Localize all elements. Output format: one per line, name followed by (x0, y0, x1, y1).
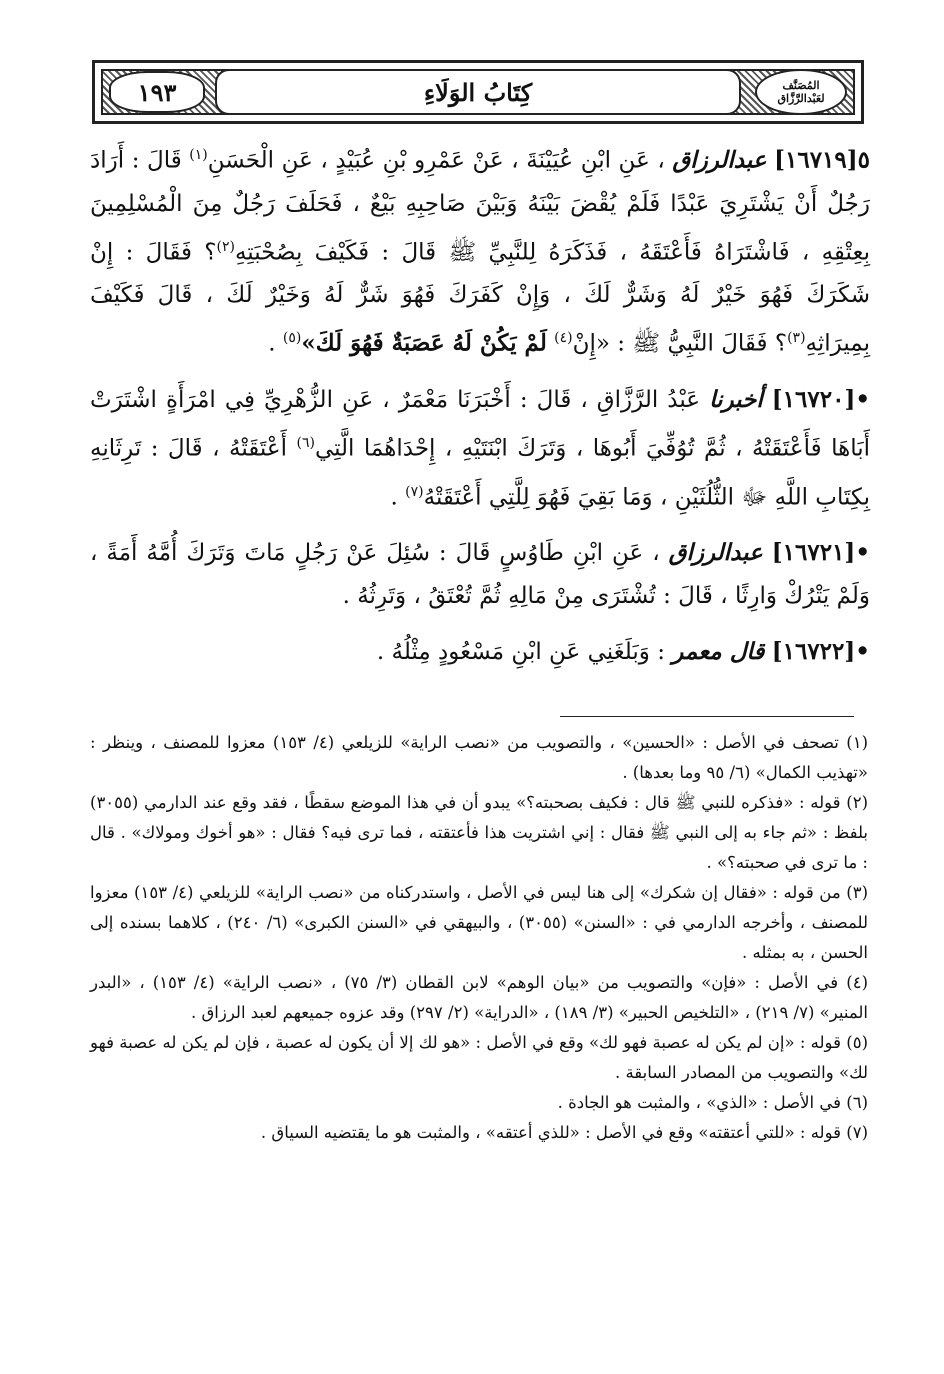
hadith-text: عَبْدُ الرَّزَّاقِ ، قَالَ : أَخْبَرَنَا مَعْمَرٌ ، عَنِ الزُّهْرِيِّ فِي امْرَأَةٍ اشْتَرَتْ أَبَاهَا فَأَعْتَقَتْهُ ، ثُمَّ تُوُفِّيَ أَبُوهَا ، وَتَرَكَ ابْنَتَيْهِ ، إِحْدَاهُمَا الَّتِي (90, 386, 871, 462)
hadith-text: . (268, 330, 276, 357)
page-header (92, 60, 864, 124)
hadith-number: [١٦٧٢١] (771, 539, 856, 567)
book-emblem-logo (755, 69, 847, 115)
page-number: ١٩٣ (109, 71, 205, 113)
footnote-ref: (١) (189, 147, 208, 163)
hadith-16720 (90, 378, 870, 519)
hadith-number: [١٦٧٢٢] (771, 638, 856, 666)
footnote-4: (٤) في الأصل : «فإن» والتصويب من «بيان الوهم» لابن القطان (٣/ ٧٥) ، «نصب الراية» (٤/ ١٥٣) ، «البدر المنير» (٧/ ٢١٩) ، «التلخيص الحبير» (٣/ ١٨٩) ، «الدراية» (٢/ ٢٩٧) وقد عزوه جميعهم لعبد الرزاق . (90, 973, 868, 1022)
hadith-marker: • (855, 539, 871, 567)
hadith-marker: • (855, 385, 871, 413)
emblem-line-1: المُصَنَّف (782, 79, 820, 92)
footnote-divider (560, 716, 854, 717)
hadith-number: [١٦٧١٩] (774, 146, 858, 174)
footnote-ref: (٧) (405, 483, 424, 500)
footnote-2: (٢) قوله : «فذكره للنبي ﷺ قال : فكيف بصحبته؟» يبدو أن في هذا الموضع سقطًا ، فقد وقع عند الدارمي (٣٠٥٥) بلفظ : «ثم جاء به إلى النبي ﷺ فقال : إني اشتريت هذا فأعتقته ، فما ترى فيه؟ فقال : «هو أخوك ومولاك» . قال : ما ترى في صحبته؟» . (90, 793, 868, 872)
footnote-ref: (٣) (787, 330, 806, 347)
hadith-number: [١٦٧٢٠] (771, 385, 856, 413)
footnote-6: (٦) في الأصل : «الذي» ، والمثبت هو الجادة . (557, 1093, 868, 1112)
footnote-7: (٧) قوله : «للتي أعتقته» وقع في الأصل : «للذي أعتقه» ، والمثبت هو ما يقتضيه السياق . (260, 1123, 868, 1142)
hadith-text: أَعْتَقَتْهُ ، قَالَ : تَرِثَانِهِ بِكِتَابِ اللَّهِ ﷻ الثُّلُثَيْنِ ، وَمَا بَقِيَ فَهُوَ لِلَّتِي أَعْتَقَتْهُ (90, 435, 870, 511)
hadith-author: عبدالرزاق (668, 539, 763, 567)
chapter-title: كِتَابُ الوَلَاءِ (423, 77, 533, 107)
hadith-text: ؟ فَقَالَ : إِنْ شَكَرَكَ فَهُوَ خَيْرٌ لَهُ وَشَرٌّ لَكَ ، وَإِنْ كَفَرَكَ فَهُوَ شَرٌّ لَهُ وَخَيْرٌ لَكَ ، قَالَ فَكَيْفَ بِمِيرَاثِهِ (90, 239, 870, 357)
chapter-title-frame (215, 69, 741, 115)
hadith-text: ، عَنِ ابْنِ طَاوُسٍ قَالَ : سُئِلَ عَنْ رَجُلٍ مَاتَ وَتَرَكَ أُمَّهُ أَمَةً ، وَلَمْ يَتْرُكْ وَارِثًا ، قَالَ : تُشْتَرَى مِنْ مَالِهِ ثُمَّ تُعْتَقُ ، وَتَرِثُهُ . (90, 540, 870, 610)
hadith-text: : وَبَلَغَنِي عَنِ ابْنِ مَسْعُودٍ مِثْلُهُ . (376, 639, 665, 666)
footnote-5: (٥) قوله : «إن لم يكن له عصبة فهو لك» وقع في الأصل : «هو لك إلا أن يكون له عصبة ، فإن لم يكن له عصبة فهو لك» والتصويب من المصادر السابقة . (90, 1033, 868, 1082)
emblem-line-2: لعَبْدالرَّزَّاق (777, 92, 825, 105)
footnotes (90, 728, 868, 1148)
footnote-ref: (٥) (282, 330, 302, 347)
hadith-author: عبدالرزاق (672, 146, 767, 174)
footnote-3: (٣) من قوله : «فقال إن شكرك» إلى هنا ليس في الأصل ، واستدركناه من «نصب الراية» للزيلعي (٤/ ١٥٣) معزوا للمصنف ، وأخرجه الدارمي في : «السنن» (٣٠٥٥) ، والبيهقي في «السنن الكبرى» (٦/ ٢٤٠) ، كلاهما بسنده إلى الحسن ، به بمثله . (90, 883, 869, 962)
prophetic-quote: لَمْ يَكُنْ لَهُ عَصَبَةٌ فَهُوَ لَكَ» (301, 329, 547, 357)
hadith-text: ؟ فَقَالَ النَّبِيُّ ﷺ : «إِنْ (572, 330, 788, 357)
hadith-text: قَالَ : أَرَادَ رَجُلٌ أَنْ يَشْتَرِيَ عَبْدًا فَلَمْ يُقْضَ بَيْنَهُ وَبَيْنَ صَاحِبِهِ بَيْعٌ ، فَحَلَفَ رَجُلٌ مِنَ الْمُسْلِمِينَ بِعِتْقِهِ ، فَاشْتَرَاهُ فَأَعْتَقَهُ ، فَذَكَرَهُ لِلنَّبِيِّ ﷺ قَالَ : فَكَيْفَ بِصُحْبَتِهِ (90, 147, 870, 266)
hadith-marker: ٥ (857, 146, 871, 174)
hadith-author: أخبرنا (709, 385, 763, 413)
footnote-1: (١) تصحف في الأصل : «الحسين» ، والتصويب من «نصب الراية» للزيلعي (٤/ ١٥٣) معزوا للمصنف ، وينظر : «تهذيب الكمال» (٦/ ٩٥ وما بعدها) . (90, 733, 868, 782)
hadith-16722 (90, 630, 870, 674)
hadith-text: . (390, 484, 398, 511)
footnote-ref: (٦) (296, 434, 315, 451)
hadith-16719 (90, 134, 870, 366)
hadith-marker: • (855, 638, 870, 666)
hadith-author: قال معمر (672, 638, 765, 666)
footnote-ref: (٢) (216, 238, 235, 255)
hadith-text: ، عَنِ ابْنِ عُيَيْنَةَ ، عَنْ عَمْرِو بْنِ عُبَيْدٍ ، عَنِ الْحَسَنِ (207, 147, 665, 174)
hadith-16721 (90, 531, 870, 618)
footnote-ref: (٤) (554, 330, 573, 347)
main-text (90, 134, 870, 686)
